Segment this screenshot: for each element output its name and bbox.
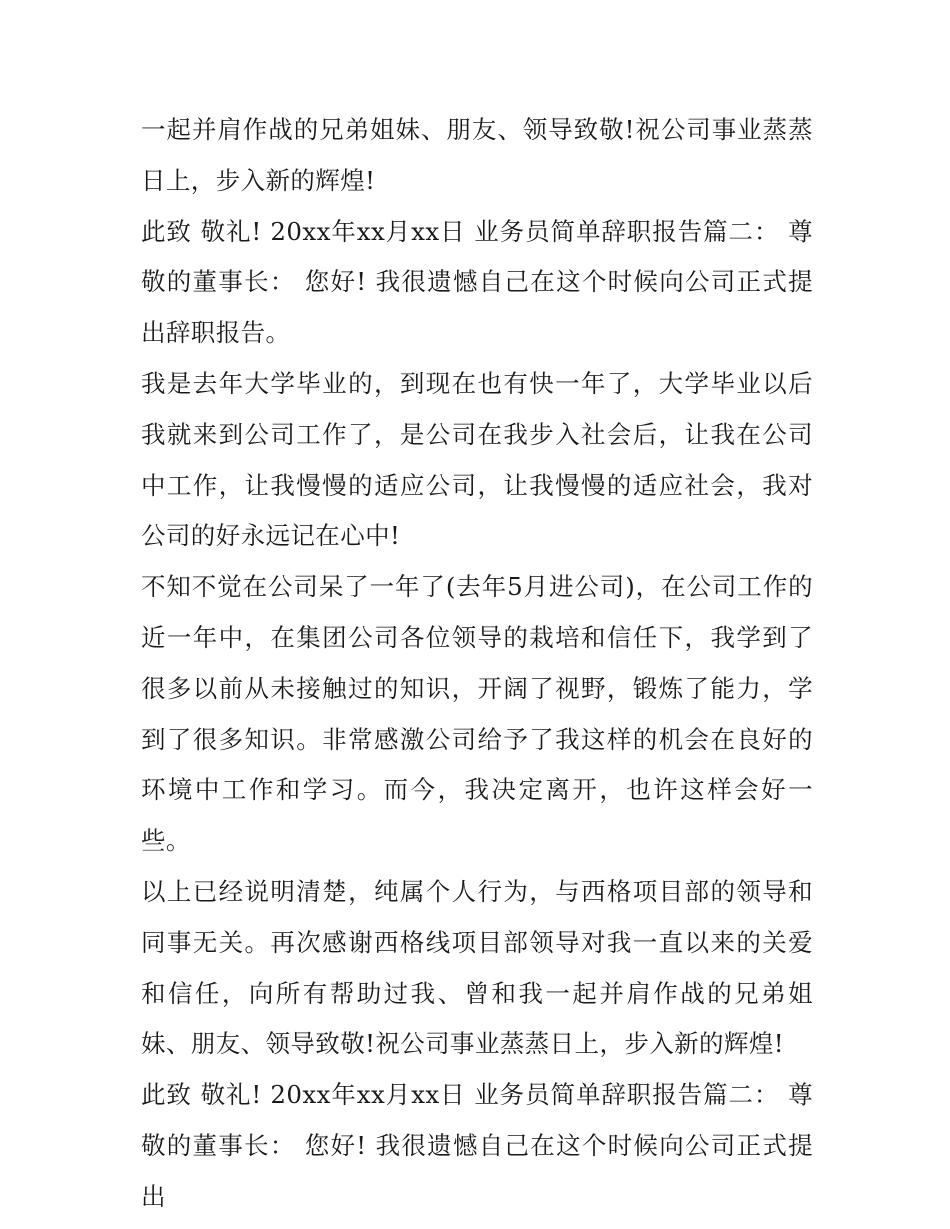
paragraph-6: 此致 敬礼! 20xx年xx月xx日 业务员简单辞职报告篇二： 尊敬的董事长： 您好! 我很遗憾自己在这个时候向公司正式提出	[141, 1080, 813, 1211]
paragraph-5: 以上已经说明清楚，纯属个人行为，与西格项目部的领导和同事无关。再次感谢西格线项目部领导对我一直以来的关爱和信任，向所有帮助过我、曾和我一起并肩作战的兄弟姐妹、朋友、领导致敬!祝公司事业蒸蒸日上，步入新的辉煌!	[141, 876, 813, 1059]
document-body	[141, 105, 813, 1223]
paragraph-3: 我是去年大学毕业的，到现在也有快一年了，大学毕业以后我就来到公司工作了，是公司在我步入社会后，让我在公司中工作，让我慢慢的适应公司，让我慢慢的适应社会，我对公司的好永远记在心中!	[141, 368, 813, 551]
paragraph-2: 此致 敬礼! 20xx年xx月xx日 业务员简单辞职报告篇二： 尊敬的董事长： 您好! 我很遗憾自己在这个时候向公司正式提出辞职报告。	[141, 216, 813, 348]
paragraph-4: 不知不觉在公司呆了一年了(去年5月进公司)，在公司工作的近一年中，在集团公司各位领导的栽培和信任下，我学到了很多以前从未接触过的知识，开阔了视野，锻炼了能力，学到了很多知识。非常感激公司给予了我这样的机会在良好的环境中工作和学习。而今，我决定离开，也许这样会好一些。	[141, 572, 813, 856]
paragraph-1: 一起并肩作战的兄弟姐妹、朋友、领导致敬!祝公司事业蒸蒸日上，步入新的辉煌!	[141, 115, 813, 195]
